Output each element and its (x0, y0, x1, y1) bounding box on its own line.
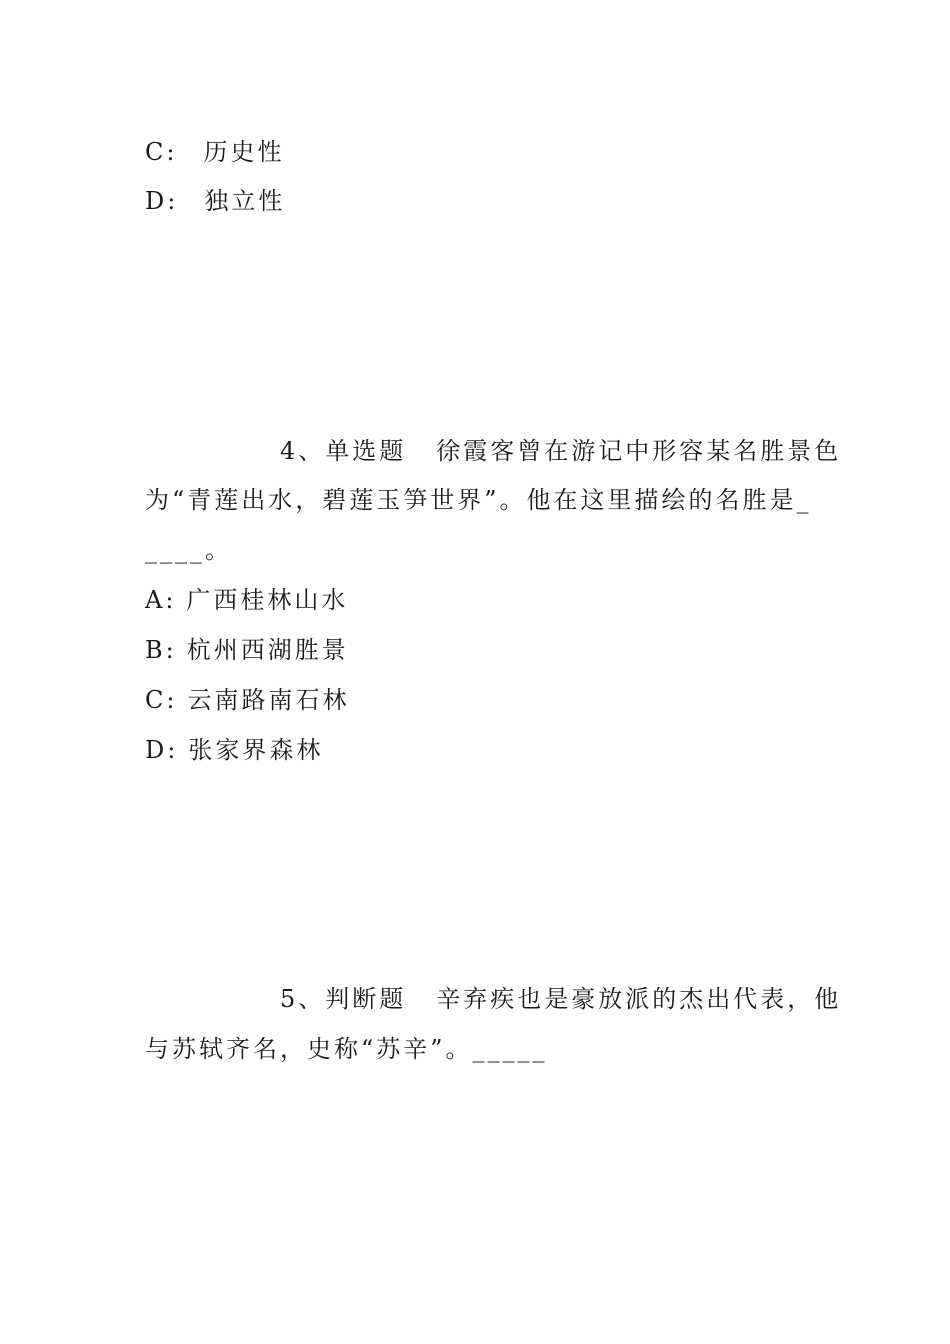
q4-stem-line1 (145, 436, 841, 466)
option-text: 张家界森林 (188, 736, 324, 764)
option-text: 杭州西湖胜景 (186, 636, 349, 664)
q4-option-b (145, 635, 349, 665)
option-text: 历史性 (203, 138, 285, 166)
option-key: C: (145, 686, 178, 714)
option-c-prev (145, 137, 284, 167)
q4-stem-text: 徐霞客曾在游记中形容某名胜景色 (436, 437, 842, 465)
option-d-prev (145, 186, 285, 216)
q4-stem-line2: 为“青莲出水，碧莲玉笋世界”。他在这里描绘的名胜是_ (145, 486, 812, 514)
q5-stem-text: 辛弃疾也是豪放派的杰出代表，他 (436, 985, 842, 1013)
q4-option-d (145, 735, 323, 765)
q4-header: 4、单选题 (280, 437, 407, 465)
option-text: 云南路南石林 (187, 686, 350, 714)
q4-stem-line3: ____。 (145, 536, 232, 564)
q5-stem-line2: 与苏轼齐名，史称“苏辛”。_____ (145, 1035, 548, 1063)
option-key: D: (145, 736, 179, 764)
option-key: A: (145, 586, 177, 614)
q4-option-c (145, 685, 349, 715)
option-key: B: (145, 636, 177, 664)
option-text: 广西桂林山水 (186, 586, 349, 614)
q5-header: 5、判断题 (280, 985, 407, 1013)
q5-stem-line1 (145, 984, 841, 1014)
option-text: 独立性 (204, 187, 286, 215)
q4-option-a (145, 585, 348, 615)
option-key: C: (145, 138, 178, 166)
option-key: D: (145, 187, 179, 215)
